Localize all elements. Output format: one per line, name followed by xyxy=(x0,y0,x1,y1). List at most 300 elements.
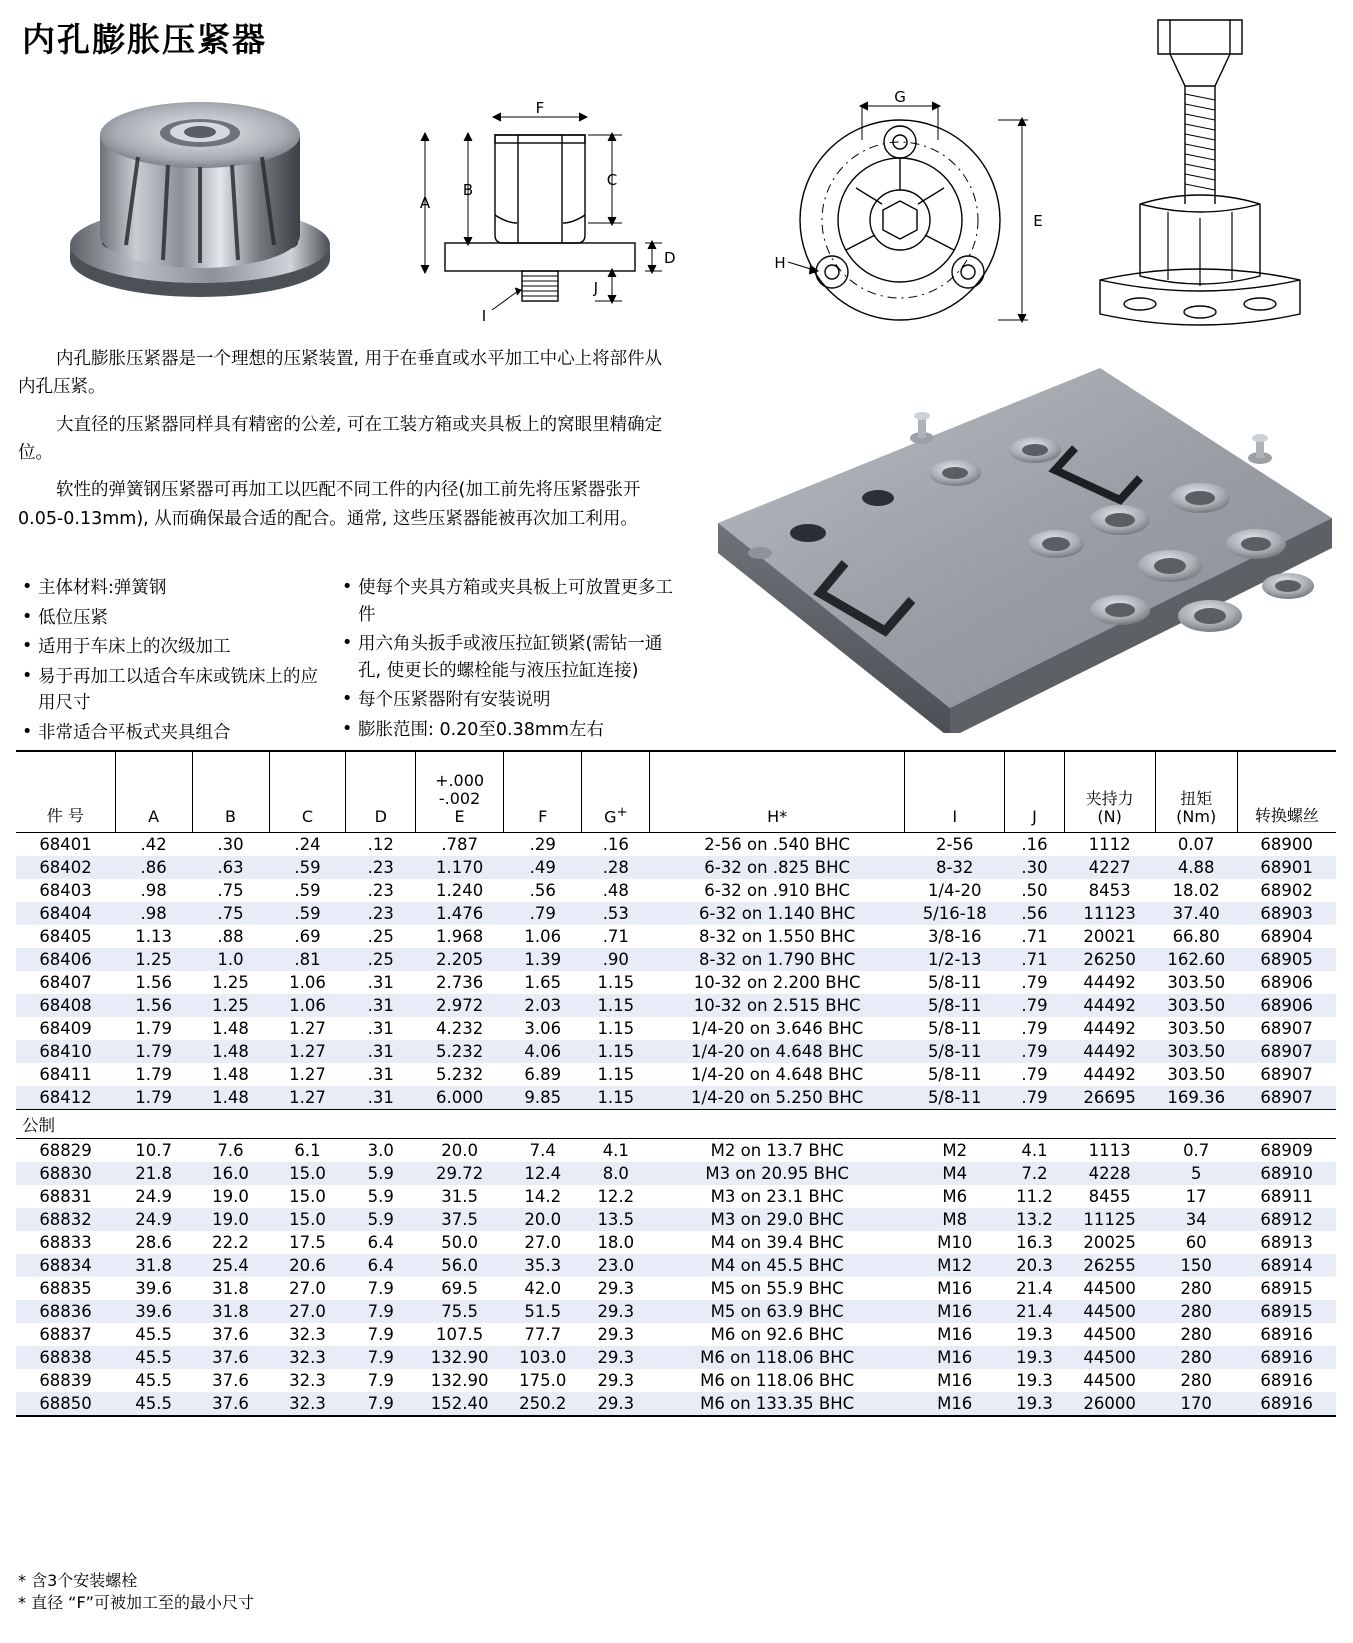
cell-H: M3 on 20.95 BHC xyxy=(705,1164,849,1183)
cell-H: 10-32 on 2.515 BHC xyxy=(693,996,861,1015)
cell-H: M2 on 13.7 BHC xyxy=(710,1141,844,1160)
cell-part-no: 68401 xyxy=(39,835,92,854)
cell-F: 51.5 xyxy=(524,1302,562,1321)
cell-G: 1.15 xyxy=(597,1088,635,1107)
cell-force: 8453 xyxy=(1088,881,1131,900)
cell-G: .16 xyxy=(602,835,629,854)
footnotes xyxy=(18,1570,254,1613)
cell-J: .16 xyxy=(1021,835,1048,854)
cell-G: 1.15 xyxy=(597,996,635,1015)
cell-screw: 68906 xyxy=(1260,973,1313,992)
cell-screw: 68903 xyxy=(1260,904,1313,923)
col-header-D: D xyxy=(346,751,416,833)
cell-J: .30 xyxy=(1021,858,1048,877)
cell-B: 1.48 xyxy=(212,1019,249,1038)
list-item xyxy=(20,634,330,661)
cell-I: 1/4-20 xyxy=(927,881,982,900)
cell-A: .98 xyxy=(140,881,167,900)
cell-C: 1.27 xyxy=(289,1042,326,1061)
cell-C: 32.3 xyxy=(269,1392,346,1416)
table-row xyxy=(16,1323,1336,1346)
cell-torque: 303.50 xyxy=(1167,1019,1226,1038)
cell-E: 132.90 xyxy=(430,1371,489,1390)
dim-F-label: F xyxy=(535,99,545,117)
cell-screw: 68916 xyxy=(1260,1348,1313,1367)
cell-screw: 68909 xyxy=(1260,1141,1313,1160)
cell-A: 39.6 xyxy=(135,1279,172,1298)
col-header-force-line2: (N) xyxy=(1097,807,1122,827)
cell-A: 1.79 xyxy=(135,1042,172,1061)
cell-F: .49 xyxy=(529,858,556,877)
cell-F: 1.65 xyxy=(524,973,562,992)
cell-torque: 17 xyxy=(1185,1187,1207,1206)
cell-E: 5.232 xyxy=(435,1065,484,1084)
cell-B: 1.48 xyxy=(212,1042,249,1061)
cell-F: 175.0 xyxy=(519,1371,567,1390)
cell-E: 31.5 xyxy=(441,1187,478,1206)
col-header-E-tol-bottom: -.002 xyxy=(438,789,481,809)
cell-C: 15.0 xyxy=(289,1187,326,1206)
bullet-text: 非常适合平板式夹具组合 xyxy=(38,722,231,743)
list-item xyxy=(340,631,685,684)
cell-I: 3/8-16 xyxy=(927,927,982,946)
list-item xyxy=(20,720,330,747)
cell-B: 37.6 xyxy=(212,1348,249,1367)
cell-A: .86 xyxy=(140,858,167,877)
table-row xyxy=(16,856,1336,879)
list-item xyxy=(340,575,685,628)
cell-I: M16 xyxy=(937,1302,973,1321)
table-row xyxy=(16,994,1336,1017)
cell-G: 18.0 xyxy=(597,1233,635,1252)
cell-H: 8-32 on 1.790 BHC xyxy=(699,950,856,969)
bullet-text: 主体材料:弹簧钢 xyxy=(38,578,167,598)
table-body-imperial xyxy=(16,833,1336,1139)
cell-screw: 68916 xyxy=(1237,1392,1336,1416)
cell-F: 12.4 xyxy=(524,1164,562,1183)
cell-torque: 60 xyxy=(1185,1233,1207,1252)
bullet-text: 易于再加工以适合车床或铣床上的应用尺寸 xyxy=(38,666,318,714)
cell-G: .28 xyxy=(602,858,629,877)
cell-I: M16 xyxy=(904,1392,1004,1416)
cell-F: 6.89 xyxy=(524,1065,562,1084)
cell-B: 1.0 xyxy=(217,950,244,969)
table-row xyxy=(16,1139,1336,1163)
cell-C: 1.06 xyxy=(289,996,326,1015)
cell-H: M6 on 118.06 BHC xyxy=(700,1348,855,1367)
dim-I-label: I xyxy=(481,307,487,325)
cell-C: .59 xyxy=(294,881,321,900)
cell-G: 13.5 xyxy=(597,1210,635,1229)
cell-A: 1.56 xyxy=(135,996,172,1015)
cell-part-no: 68850 xyxy=(16,1392,115,1416)
cell-B: 31.8 xyxy=(212,1302,249,1321)
bullet-text: 低位压紧 xyxy=(38,607,108,628)
cell-force: 44492 xyxy=(1083,1065,1136,1084)
cell-D: 3.0 xyxy=(367,1141,394,1160)
cell-B: 25.4 xyxy=(212,1256,249,1275)
cell-A: 1.79 xyxy=(135,1088,172,1107)
table-row xyxy=(16,833,1336,857)
cell-I: M2 xyxy=(942,1141,968,1160)
cell-J: 19.3 xyxy=(1016,1371,1053,1390)
cell-F: 103.0 xyxy=(519,1348,567,1367)
page-title: 内孔膨胀压紧器 xyxy=(22,20,267,59)
cell-screw: 68914 xyxy=(1260,1256,1313,1275)
cell-E: 152.40 xyxy=(416,1392,504,1416)
top-view-drawing xyxy=(770,80,1050,340)
cell-part-no: 68406 xyxy=(39,950,92,969)
table-row xyxy=(16,1040,1336,1063)
cell-D: 6.4 xyxy=(367,1256,394,1275)
cell-J: .71 xyxy=(1021,927,1048,946)
cell-C: 15.0 xyxy=(289,1210,326,1229)
cell-force: 44492 xyxy=(1083,973,1136,992)
cell-A: 28.6 xyxy=(135,1233,172,1252)
cell-B: .63 xyxy=(217,858,244,877)
cell-torque: 4.88 xyxy=(1177,858,1215,877)
cell-D: .23 xyxy=(367,904,394,923)
cell-screw: 68911 xyxy=(1260,1187,1313,1206)
cell-C: 32.3 xyxy=(289,1371,326,1390)
cell-A: 24.9 xyxy=(135,1210,172,1229)
table-row xyxy=(16,1162,1336,1185)
cell-G: 23.0 xyxy=(597,1256,635,1275)
cell-G: 29.3 xyxy=(582,1392,650,1416)
table-row xyxy=(16,971,1336,994)
cell-J: 7.2 xyxy=(1021,1164,1048,1183)
cell-force: 20025 xyxy=(1083,1233,1136,1252)
cell-part-no: 68830 xyxy=(39,1164,92,1183)
cell-screw: 68915 xyxy=(1260,1279,1313,1298)
cell-B: 37.6 xyxy=(192,1392,269,1416)
table-row xyxy=(16,1277,1336,1300)
cell-J: .71 xyxy=(1021,950,1048,969)
cell-A: .98 xyxy=(140,904,167,923)
cell-torque: 169.36 xyxy=(1167,1088,1226,1107)
cell-G: 29.3 xyxy=(597,1371,635,1390)
table-row xyxy=(16,1392,1336,1416)
cell-I: M12 xyxy=(937,1256,973,1275)
cell-F: 1.06 xyxy=(524,927,562,946)
cell-D: .25 xyxy=(367,950,394,969)
metric-section-header xyxy=(16,1110,1336,1139)
cell-H: M3 on 23.1 BHC xyxy=(710,1187,844,1206)
cell-J: 21.4 xyxy=(1016,1302,1053,1321)
cell-E: 4.232 xyxy=(435,1019,484,1038)
cell-A: 1.56 xyxy=(135,973,172,992)
cell-D: .31 xyxy=(367,1065,394,1084)
cell-screw: 68907 xyxy=(1260,1088,1313,1107)
cell-C: 6.1 xyxy=(294,1141,321,1160)
cell-torque: 280 xyxy=(1180,1348,1212,1367)
col-header-A: A xyxy=(115,751,192,833)
cell-force: 44500 xyxy=(1083,1279,1136,1298)
cell-C: 27.0 xyxy=(289,1279,326,1298)
cell-part-no: 68837 xyxy=(39,1325,92,1344)
cell-G: 1.15 xyxy=(597,1042,635,1061)
cell-G: .48 xyxy=(602,881,629,900)
cell-A: 45.5 xyxy=(135,1348,172,1367)
assembly-drawing xyxy=(1070,8,1330,348)
col-header-torque xyxy=(1155,751,1237,833)
cell-D: 6.4 xyxy=(367,1233,394,1252)
dim-E-label: E xyxy=(1033,212,1043,230)
cell-torque: 37.40 xyxy=(1172,904,1220,923)
cell-torque: 280 xyxy=(1180,1325,1212,1344)
table-row xyxy=(16,1254,1336,1277)
list-item xyxy=(340,717,685,744)
cell-F: .79 xyxy=(529,904,556,923)
table-row xyxy=(16,1086,1336,1110)
cell-F: 1.39 xyxy=(524,950,562,969)
cell-A: 21.8 xyxy=(135,1164,172,1183)
cell-force: 26695 xyxy=(1083,1088,1136,1107)
cell-force: 44500 xyxy=(1083,1348,1136,1367)
cell-screw: 68907 xyxy=(1260,1042,1313,1061)
cell-G: 1.15 xyxy=(597,1065,635,1084)
cell-force: 44492 xyxy=(1083,996,1136,1015)
cell-part-no: 68835 xyxy=(39,1279,92,1298)
cell-D: .31 xyxy=(367,1019,394,1038)
cell-C: .59 xyxy=(294,858,321,877)
dim-G-label: G xyxy=(894,88,906,106)
cell-J: 19.3 xyxy=(1016,1348,1053,1367)
table-row xyxy=(16,1017,1336,1040)
bullet-text: 每个压紧器附有安装说明 xyxy=(358,690,551,711)
cell-I: 5/8-11 xyxy=(927,1065,982,1084)
cell-screw: 68905 xyxy=(1260,950,1313,969)
cell-B: 22.2 xyxy=(212,1233,249,1252)
cell-A: 1.25 xyxy=(135,950,172,969)
cell-B: 1.48 xyxy=(212,1088,249,1107)
table-row xyxy=(16,1346,1336,1369)
col-header-G-sup: + xyxy=(616,804,628,820)
cell-force: 26255 xyxy=(1083,1256,1136,1275)
col-header-clamping-force xyxy=(1064,751,1155,833)
cell-E: 56.0 xyxy=(441,1256,478,1275)
cell-B: 19.0 xyxy=(212,1210,249,1229)
cell-I: 5/8-11 xyxy=(927,1088,982,1107)
cell-torque: 34 xyxy=(1185,1210,1207,1229)
cell-H: M6 on 92.6 BHC xyxy=(710,1325,844,1344)
cell-part-no: 68408 xyxy=(39,996,92,1015)
intro-paragraphs xyxy=(18,345,678,542)
table-row xyxy=(16,879,1336,902)
cell-E: 107.5 xyxy=(435,1325,484,1344)
cell-torque: 280 xyxy=(1180,1302,1212,1321)
bullet-text: 膨胀范围: 0.20至0.38mm左右 xyxy=(358,719,604,740)
cell-part-no: 68407 xyxy=(39,973,92,992)
table-row xyxy=(16,1185,1336,1208)
cell-H: 2-56 on .540 BHC xyxy=(704,835,851,854)
cell-D: 7.9 xyxy=(367,1371,394,1390)
cell-J: 4.1 xyxy=(1021,1141,1048,1160)
cell-A: 10.7 xyxy=(135,1141,172,1160)
table-row xyxy=(16,902,1336,925)
cell-D: .23 xyxy=(367,881,394,900)
cell-force: 1112 xyxy=(1088,835,1131,854)
cell-I: 1/2-13 xyxy=(927,950,982,969)
cell-G: .90 xyxy=(602,950,629,969)
cell-F: 27.0 xyxy=(524,1233,562,1252)
list-item xyxy=(340,687,685,714)
cell-J: 19.3 xyxy=(1005,1392,1064,1416)
cell-torque: 0.7 xyxy=(1183,1141,1210,1160)
cell-screw: 68902 xyxy=(1260,881,1313,900)
cell-torque: 280 xyxy=(1180,1371,1212,1390)
cell-H: 1/4-20 on 5.250 BHC xyxy=(691,1088,864,1107)
cell-torque: 66.80 xyxy=(1172,927,1220,946)
cell-E: 2.736 xyxy=(435,973,484,992)
cell-F: 77.7 xyxy=(524,1325,562,1344)
cell-B: 19.0 xyxy=(212,1187,249,1206)
cell-H: 1/4-20 on 4.648 BHC xyxy=(691,1042,864,1061)
cell-H: 1/4-20 on 4.648 BHC xyxy=(691,1065,864,1084)
cell-F: 35.3 xyxy=(524,1256,562,1275)
col-header-B: B xyxy=(192,751,269,833)
cell-force: 26250 xyxy=(1083,950,1136,969)
cell-D: .31 xyxy=(367,1088,394,1107)
bullet-text: 使每个夹具方箱或夹具板上可放置更多工件 xyxy=(358,578,673,625)
cell-force: 44500 xyxy=(1083,1371,1136,1390)
cell-A: 24.9 xyxy=(135,1187,172,1206)
paragraph-1: 内孔膨胀压紧器是一个理想的压紧装置, 用于在垂直或水平加工中心上将部件从内孔压紧。 xyxy=(18,349,663,398)
cell-screw: 68907 xyxy=(1260,1065,1313,1084)
cell-J: .79 xyxy=(1021,1019,1048,1038)
cell-screw: 68906 xyxy=(1260,996,1313,1015)
cell-part-no: 68829 xyxy=(39,1141,92,1160)
cell-H: M5 on 63.9 BHC xyxy=(710,1302,844,1321)
col-header-torque-line1: 扭矩 xyxy=(1180,789,1213,809)
cell-G: 8.0 xyxy=(602,1164,629,1183)
cell-A: 1.79 xyxy=(135,1065,172,1084)
cell-E: 75.5 xyxy=(441,1302,478,1321)
cell-D: .31 xyxy=(367,1042,394,1061)
metric-label: 公制 xyxy=(16,1110,1336,1139)
cell-part-no: 68831 xyxy=(39,1187,92,1206)
cell-I: M16 xyxy=(937,1325,973,1344)
cell-C: 32.3 xyxy=(289,1348,326,1367)
cell-C: 27.0 xyxy=(289,1302,326,1321)
list-item xyxy=(20,575,330,602)
cell-D: .12 xyxy=(367,835,394,854)
cell-G: 12.2 xyxy=(597,1187,635,1206)
cell-G: 29.3 xyxy=(597,1302,635,1321)
cell-screw: 68916 xyxy=(1260,1325,1313,1344)
cell-I: 5/8-11 xyxy=(927,1042,982,1061)
cell-B: 1.25 xyxy=(212,973,249,992)
cell-C: .81 xyxy=(294,950,321,969)
cell-E: 1.170 xyxy=(435,858,484,877)
cell-torque: 303.50 xyxy=(1167,973,1226,992)
cell-force: 44492 xyxy=(1083,1042,1136,1061)
table-row xyxy=(16,1208,1336,1231)
table-row xyxy=(16,1369,1336,1392)
cell-E: 29.72 xyxy=(435,1164,484,1183)
cell-H: M3 on 29.0 BHC xyxy=(710,1210,844,1229)
cell-G: 1.15 xyxy=(597,973,635,992)
cell-B: 31.8 xyxy=(212,1279,249,1298)
dim-B-label: B xyxy=(462,181,474,199)
cell-E: 1.476 xyxy=(435,904,484,923)
cell-C: 17.5 xyxy=(289,1233,326,1252)
figures-area xyxy=(0,0,1353,345)
cell-F: .29 xyxy=(529,835,556,854)
cell-part-no: 68404 xyxy=(39,904,92,923)
specification-table xyxy=(16,750,1336,1417)
cell-force: 1113 xyxy=(1088,1141,1131,1160)
cell-part-no: 68838 xyxy=(39,1348,92,1367)
cell-B: .75 xyxy=(217,904,244,923)
cell-part-no: 68403 xyxy=(39,881,92,900)
cell-E: 2.205 xyxy=(435,950,484,969)
cell-part-no: 68409 xyxy=(39,1019,92,1038)
cell-part-no: 68839 xyxy=(39,1371,92,1390)
col-header-part-no: 件 号 xyxy=(16,751,115,833)
cell-D: .31 xyxy=(367,996,394,1015)
cell-force: 11123 xyxy=(1083,904,1136,923)
cell-E: 37.5 xyxy=(441,1210,478,1229)
col-header-screw: 转换螺丝 xyxy=(1237,751,1336,833)
cell-G: .71 xyxy=(602,927,629,946)
cell-force: 20021 xyxy=(1083,927,1136,946)
cell-A: 45.5 xyxy=(135,1371,172,1390)
cell-B: 1.48 xyxy=(212,1065,249,1084)
cell-B: 37.6 xyxy=(212,1325,249,1344)
cell-force: 11125 xyxy=(1083,1210,1136,1229)
cell-J: 11.2 xyxy=(1016,1187,1053,1206)
table-row xyxy=(16,1300,1336,1323)
cell-torque: 162.60 xyxy=(1167,950,1226,969)
cell-D: .25 xyxy=(367,927,394,946)
cell-screw: 68910 xyxy=(1260,1164,1313,1183)
cell-screw: 68916 xyxy=(1260,1371,1313,1390)
cell-G: 1.15 xyxy=(597,1019,635,1038)
cell-I: M16 xyxy=(937,1348,973,1367)
cell-torque: 18.02 xyxy=(1172,881,1220,900)
cell-torque: 303.50 xyxy=(1167,1065,1226,1084)
cell-A: 1.79 xyxy=(135,1019,172,1038)
table-body-metric xyxy=(16,1139,1336,1417)
cell-torque: 303.50 xyxy=(1167,1042,1226,1061)
cell-J: .79 xyxy=(1021,1042,1048,1061)
cell-I: M10 xyxy=(937,1233,973,1252)
cell-E: 1.240 xyxy=(435,881,484,900)
dim-H-label: H xyxy=(774,254,786,272)
footnote-2: * 直径 “F”可被加工至的最小尺寸 xyxy=(18,1592,254,1612)
cell-torque: 150 xyxy=(1180,1256,1212,1275)
cell-E: .787 xyxy=(441,835,478,854)
col-header-H: H* xyxy=(650,751,905,833)
cell-I: M16 xyxy=(937,1371,973,1390)
table-row xyxy=(16,1231,1336,1254)
cell-force: 8455 xyxy=(1088,1187,1131,1206)
cell-C: 1.27 xyxy=(289,1019,326,1038)
cell-F: 2.03 xyxy=(524,996,562,1015)
cell-force: 44492 xyxy=(1083,1019,1136,1038)
cell-I: 5/8-11 xyxy=(927,973,982,992)
cell-H: 6-32 on .825 BHC xyxy=(704,858,851,877)
cell-force: 4227 xyxy=(1088,858,1131,877)
cell-J: .56 xyxy=(1021,904,1048,923)
cell-G: 29.3 xyxy=(597,1279,635,1298)
cell-F: 250.2 xyxy=(504,1392,582,1416)
cell-screw: 68915 xyxy=(1260,1302,1313,1321)
cell-J: 16.3 xyxy=(1016,1233,1053,1252)
cell-B: .30 xyxy=(217,835,244,854)
bullet-text: 用六角头扳手或液压拉缸锁紧(需钻一通孔, 使更长的螺栓能与液压拉缸连接) xyxy=(358,634,663,681)
